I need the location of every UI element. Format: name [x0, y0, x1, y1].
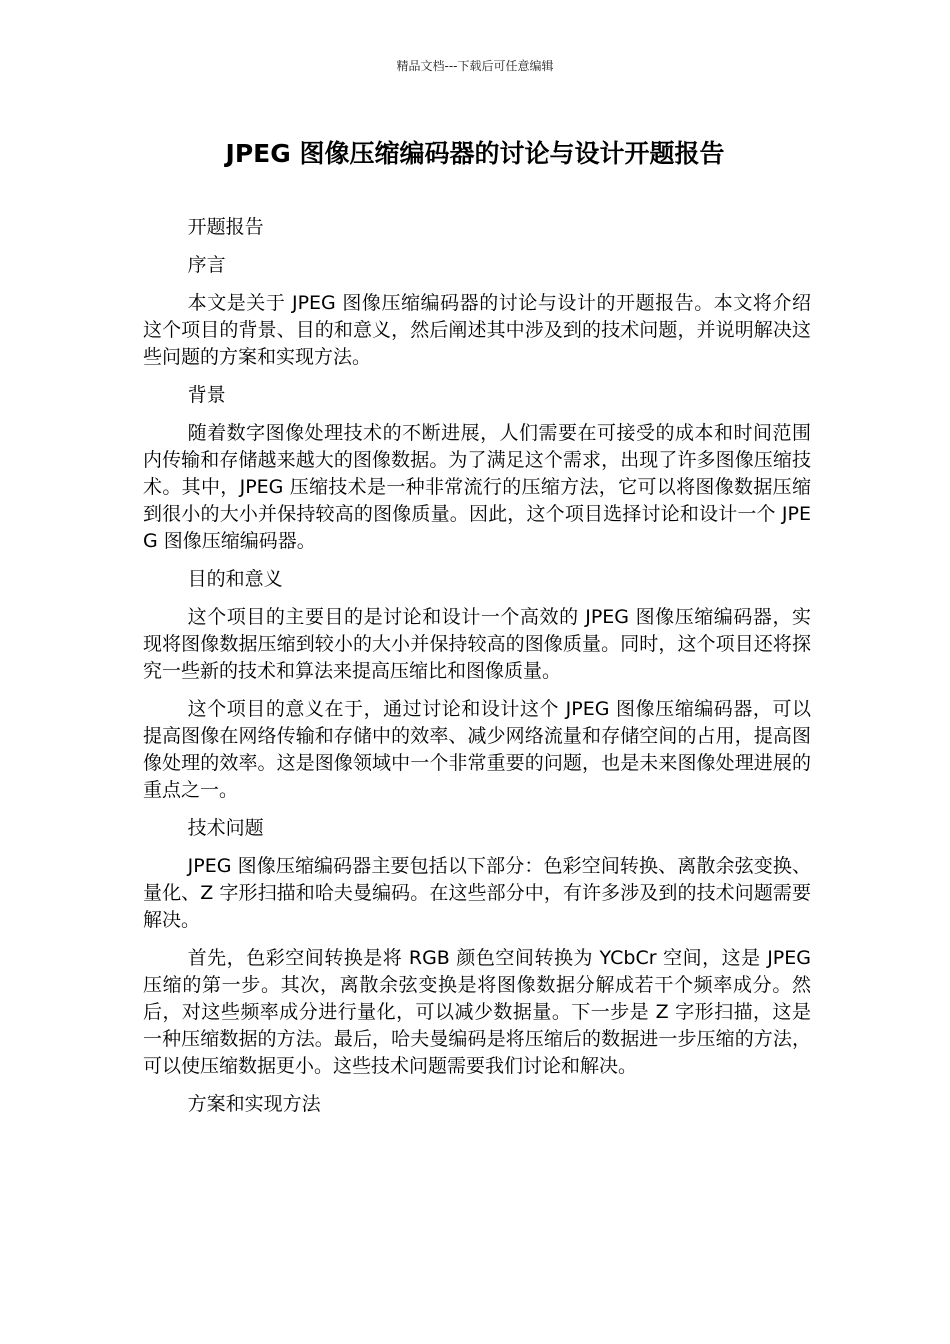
page-header: 精品文档---下载后可任意编辑: [396, 59, 554, 73]
background-paragraph: 随着数字图像处理技术的不断进展，人们需要在可接受的成本和时间范围内传输和存储越来越大的图像数据。为了满足这个需求，出现了许多图像压缩技术。其中，JPEG 压缩技术是一种非常流行的压缩方法，它可以将图像数据压缩到很小的大小并保持较高的图像质量。因此，这个项目选择讨论和设计一个 JPEG 图像压缩编码器。: [143, 422, 811, 552]
document-title: JPEG 图像压缩编码器的讨论与设计开题报告: [225, 139, 725, 168]
preface-paragraph: 本文是关于 JPEG 图像压缩编码器的讨论与设计的开题报告。本文将介绍这个项目的背景、目的和意义，然后阐述其中涉及到的技术问题，并说明解决这些问题的方案和实现方法。: [143, 292, 811, 368]
document-body: [143, 214, 811, 1129]
purpose-paragraph-2: 这个项目的意义在于，通过讨论和设计这个 JPEG 图像压缩编码器，可以提高图像在网络传输和存储中的效率、减少网络流量和存储空间的占用，提高图像处理的效率。这是图像领域中一个非常重要的问题，也是未来图像处理进展的重点之一。: [143, 698, 811, 801]
tech-paragraph-1: JPEG 图像压缩编码器主要包括以下部分：色彩空间转换、离散余弦变换、量化、Z 字形扫描和哈夫曼编码。在这些部分中，有许多涉及到的技术问题需要解决。: [143, 855, 811, 931]
purpose-paragraph-1: 这个项目的主要目的是讨论和设计一个高效的 JPEG 图像压缩编码器，实现将图像数据压缩到较小的大小并保持较高的图像质量。同时，这个项目还将探究一些新的技术和算法来提高压缩比和图像质量。: [143, 606, 811, 682]
tech-paragraph-2: 首先，色彩空间转换是将 RGB 颜色空间转换为 YCbCr 空间，这是 JPEG 压缩的第一步。其次，离散余弦变换是将图像数据分解成若干个频率成分。然后，对这些频率成分进行量化，可以减少数据量。下一步是 Z 字形扫描，这是一种压缩数据的方法。最后，哈夫曼编码是将压缩后的数据进一步压缩的方法，可以使压缩数据更小。这些技术问题需要我们讨论和解决。: [143, 947, 811, 1077]
report-heading: 开题报告: [187, 216, 264, 238]
background-heading: 背景: [187, 384, 226, 406]
purpose-heading: 目的和意义: [187, 568, 283, 590]
preface-heading: 序言: [187, 254, 226, 276]
solution-heading: 方案和实现方法: [187, 1093, 321, 1115]
tech-heading: 技术问题: [187, 817, 264, 839]
